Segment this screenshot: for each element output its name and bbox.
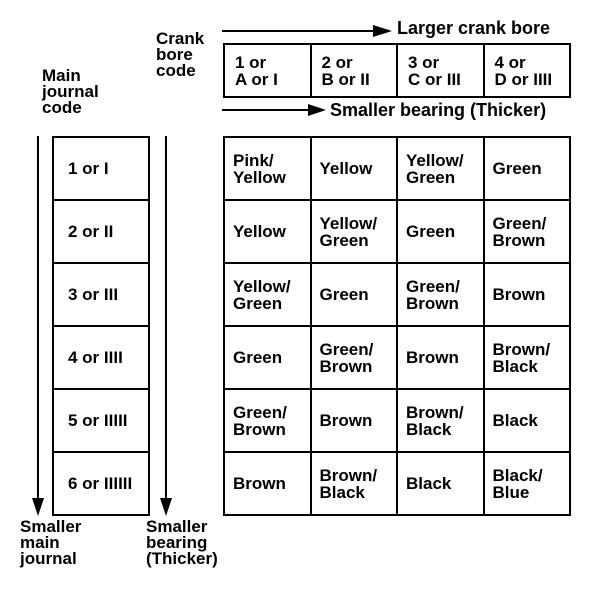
bearing-color-cell: Green (397, 200, 484, 263)
smaller-bearing-left-label: Smaller bearing (Thicker) (146, 517, 218, 568)
grid-row (224, 452, 570, 515)
smaller-bearing-left-arrow (160, 136, 172, 516)
bearing-color-cell: Green/ Brown (484, 200, 571, 263)
bearing-color-cell: Green (224, 326, 311, 389)
bearing-color-cell: Brown (224, 452, 311, 515)
grid-row (224, 263, 570, 326)
smaller-main-journal-label: Smaller main journal (20, 517, 82, 568)
row-code: 4 or IIII (53, 326, 149, 389)
row-code: 1 or I (53, 137, 149, 200)
larger-crank-bore-arrow (222, 25, 392, 37)
bearing-color-cell: Brown/ Black (311, 452, 398, 515)
bearing-color-cell: Yellow/ Green (311, 200, 398, 263)
row-code: 2 or II (53, 200, 149, 263)
column-code: 4 or D or IIII (484, 44, 571, 97)
row-code: 3 or III (53, 263, 149, 326)
column-code: 1 or A or I (224, 44, 311, 97)
bearing-color-cell: Green/ Brown (397, 263, 484, 326)
bearing-color-cell: Yellow (224, 200, 311, 263)
bearing-color-cell: Yellow (311, 137, 398, 200)
bearing-color-cell: Brown (311, 389, 398, 452)
grid-row (224, 326, 570, 389)
bearing-color-cell: Pink/ Yellow (224, 137, 311, 200)
row-code: 5 or IIIII (53, 389, 149, 452)
larger-crank-bore-label: Larger crank bore (397, 18, 551, 38)
bearing-color-cell: Green/ Brown (311, 326, 398, 389)
main-journal-code-label: Main journal code (42, 66, 99, 117)
bearing-color-cell: Brown (484, 263, 571, 326)
bearing-color-cell: Green (484, 137, 571, 200)
smaller-bearing-top-arrow (222, 104, 326, 116)
smaller-bearing-top-label: Smaller bearing (Thicker) (330, 100, 547, 120)
bearing-color-cell: Black (484, 389, 571, 452)
column-code: 3 or C or III (397, 44, 484, 97)
bearing-color-cell: Yellow/ Green (397, 137, 484, 200)
row-code: 6 or IIIIII (53, 452, 149, 515)
bearing-color-grid (223, 136, 571, 516)
bearing-color-cell: Brown/ Black (484, 326, 571, 389)
bearing-color-cell: Black (397, 452, 484, 515)
bearing-color-cell: Yellow/ Green (224, 263, 311, 326)
bearing-color-cell: Brown/ Black (397, 389, 484, 452)
bearing-color-cell: Black/ Blue (484, 452, 571, 515)
grid-row (224, 389, 570, 452)
crank-bore-code-label: Crank bore code (156, 29, 205, 80)
grid-row (224, 137, 570, 200)
smaller-main-journal-arrow (32, 136, 44, 516)
bearing-color-cell: Green (311, 263, 398, 326)
crank-bore-code-header (223, 43, 571, 98)
column-code: 2 or B or II (311, 44, 398, 97)
bearing-color-cell: Green/ Brown (224, 389, 311, 452)
grid-row (224, 200, 570, 263)
bearing-color-cell: Brown (397, 326, 484, 389)
main-journal-code-column (52, 136, 150, 516)
